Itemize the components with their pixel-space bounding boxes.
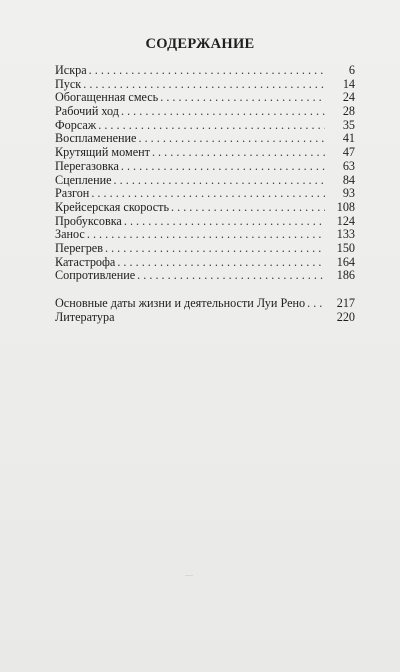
toc-entry-label: Литература xyxy=(55,309,115,324)
toc-entry-page: 6 xyxy=(348,63,355,77)
dot-leader xyxy=(105,242,325,256)
table-of-contents xyxy=(55,64,355,324)
toc-entry xyxy=(55,269,355,283)
page-title: СОДЕРЖАНИЕ xyxy=(145,36,255,52)
toc-entry xyxy=(55,64,355,78)
toc-entry xyxy=(55,215,355,229)
toc-entry-page: 35 xyxy=(342,117,355,132)
toc-entry xyxy=(55,78,355,92)
toc-entry-page: 14 xyxy=(342,76,355,91)
dot-leader xyxy=(121,105,325,119)
dot-leader xyxy=(89,64,325,78)
toc-entry-page: 150 xyxy=(336,240,355,255)
toc-appendix-entry xyxy=(55,311,355,325)
toc-entry-page: 133 xyxy=(336,227,355,242)
toc-entry xyxy=(55,132,355,146)
toc-entry xyxy=(55,91,355,105)
toc-entry-label: Крутящий момент xyxy=(55,145,150,160)
dot-leader xyxy=(152,146,325,160)
dot-leader xyxy=(124,215,325,229)
toc-entry-page: 186 xyxy=(336,268,355,283)
toc-entry-label: Сцепление xyxy=(55,172,112,187)
toc-entry-label: Воспламенение xyxy=(55,131,137,146)
dot-leader xyxy=(307,297,325,311)
toc-appendix-entry xyxy=(55,297,355,311)
toc-entry-page: 93 xyxy=(342,186,355,201)
toc-entry xyxy=(55,187,355,201)
toc-entry-label: Катастрофа xyxy=(55,254,116,269)
toc-entry-label: Рабочий ход xyxy=(55,104,119,119)
toc-entry-label: Сопротивление xyxy=(55,268,136,283)
toc-entry-label: Занос xyxy=(55,227,85,242)
toc-entry xyxy=(55,146,355,160)
toc-entry-page: 41 xyxy=(342,131,355,146)
toc-entry-label: Основные даты жизни и деятельности Луи Рено xyxy=(55,296,306,310)
dot-leader xyxy=(137,269,325,283)
toc-entry-label: Искра xyxy=(55,63,87,77)
dot-leader xyxy=(83,78,325,92)
toc-entry xyxy=(55,242,355,256)
toc-entry-label: Перегрев xyxy=(55,240,103,255)
toc-entry-page: 84 xyxy=(342,172,355,187)
toc-entry xyxy=(55,160,355,174)
toc-entry-page: 220 xyxy=(336,309,355,324)
dot-leader xyxy=(114,174,325,188)
toc-entry-page: 124 xyxy=(336,213,355,228)
dot-leader xyxy=(117,256,325,270)
toc-entry-label: Крейсерская скорость xyxy=(55,199,170,214)
toc-entry xyxy=(55,256,355,270)
dot-leader xyxy=(160,91,325,105)
toc-entry-label: Перегазовка xyxy=(55,158,119,173)
toc-entry-label: Форсаж xyxy=(55,117,97,132)
toc-entry-page: 47 xyxy=(342,145,355,160)
dot-leader xyxy=(98,119,325,133)
toc-entry-page: 63 xyxy=(342,158,355,173)
toc-entry xyxy=(55,119,355,133)
toc-entry-label: Пуск xyxy=(55,76,82,91)
toc-entry xyxy=(55,105,355,119)
dot-leader xyxy=(121,160,325,174)
toc-entry xyxy=(55,201,355,215)
toc-entry-page: 164 xyxy=(336,254,355,269)
toc-entry-page: 24 xyxy=(342,90,355,105)
dot-leader xyxy=(87,228,325,242)
toc-entry xyxy=(55,174,355,188)
paper-mark xyxy=(185,575,193,576)
toc-entry-label: Разгон xyxy=(55,186,90,201)
toc-entry xyxy=(55,228,355,242)
dot-leader xyxy=(171,201,325,215)
toc-entry-page: 217 xyxy=(336,296,355,310)
dot-leader xyxy=(91,187,325,201)
toc-entry-page: 108 xyxy=(336,199,355,214)
dot-leader xyxy=(138,132,325,146)
toc-entry-page: 28 xyxy=(342,104,355,119)
section-gap xyxy=(55,283,355,297)
toc-entry-label: Обогащенная смесь xyxy=(55,90,159,105)
toc-entry-label: Пробуксовка xyxy=(55,213,122,228)
